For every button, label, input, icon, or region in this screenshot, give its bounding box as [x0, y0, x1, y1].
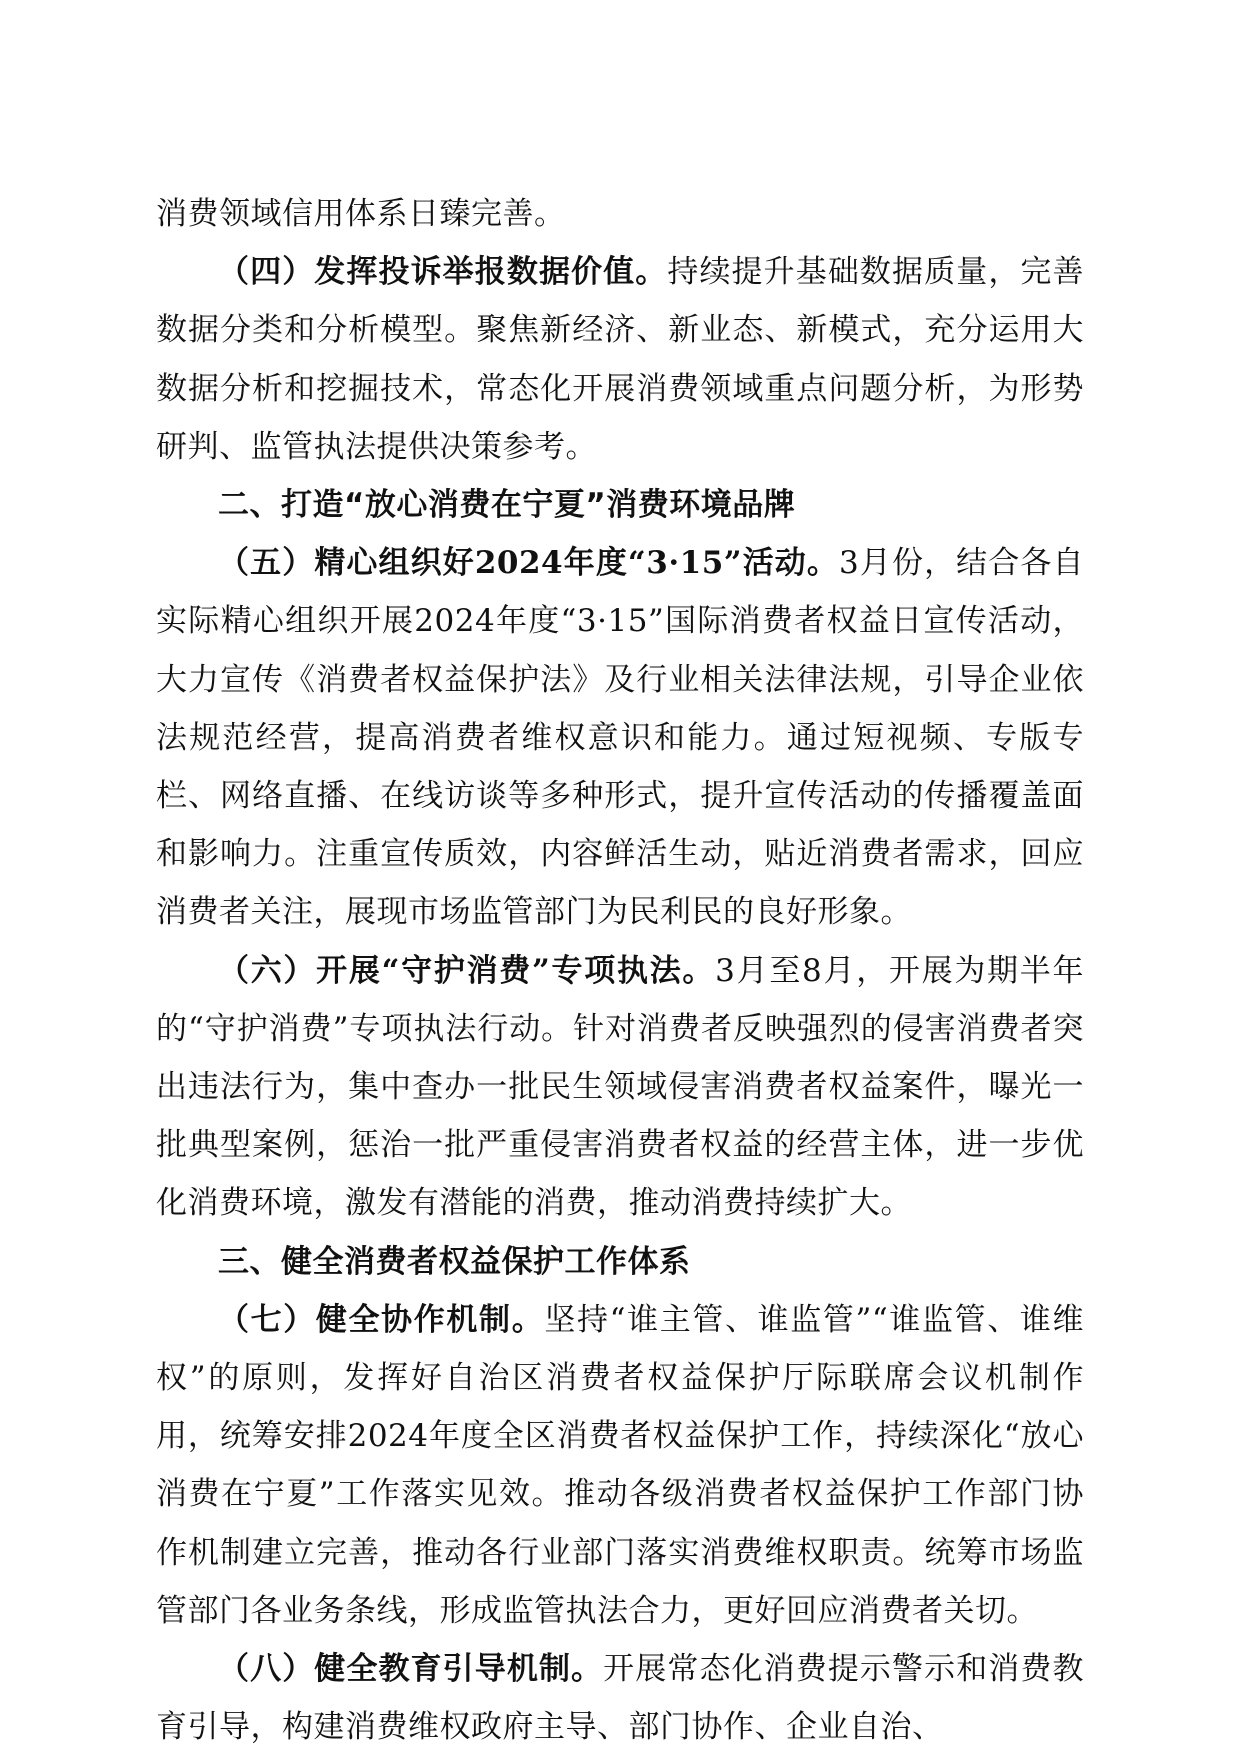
paragraph-item-5 — [156, 534, 1084, 941]
document-body — [156, 185, 1084, 1754]
section-heading-2: 二、打造“放心消费在宁夏”消费环境品牌 — [218, 487, 796, 524]
paragraph-lead: （八）健全教育引导机制。 — [218, 1651, 604, 1688]
paragraph-text: 消费领域信用体系日臻完善。 — [156, 196, 566, 232]
paragraph-lead: （七）健全协作机制。 — [218, 1301, 545, 1338]
paragraph-text: 3月至8月，开展为期半年的“守护消费”专项执法行动。针对消费者反映强烈的侵害消费者突出违法行为，集中查办一批民生领域侵害消费者权益案件，曝光一批典型案例，惩治一批严重侵害消费者权益的经营主体，进一步优化消费环境，激发有潜能的消费，推动消费持续扩大。 — [156, 952, 1084, 1222]
paragraph-text: 开展常态化消费提示警示和消费教育引导，构建消费维权政府主导、部门协作、企业自治、 — [156, 1651, 1085, 1746]
paragraph-lead: （五）精心组织好2024年度“3·15”活动。 — [218, 545, 840, 582]
paragraph-item-4 — [156, 243, 1084, 476]
paragraph-item-6 — [156, 942, 1084, 1233]
paragraph-item-8 — [156, 1640, 1084, 1754]
section-heading-3: 三、健全消费者权益保护工作体系 — [218, 1243, 691, 1280]
paragraph-item-7 — [156, 1291, 1084, 1640]
paragraph-text: 坚持“谁主管、谁监管”“谁监管、谁维权”的原则，发挥好自治区消费者权益保护厅际联席会议机制作用，统筹安排2024年度全区消费者权益保护工作，持续深化“放心消费在宁夏”工作落实见效。推动各级消费者权益保护工作部门协作机制建立完善，推动各行业部门落实消费维权职责。统筹市场监管部门各业务条线，形成监管执法合力，更好回应消费者关切。 — [156, 1301, 1084, 1629]
paragraph-continued — [156, 185, 1084, 243]
paragraph-text: 持续提升基础数据质量，完善数据分类和分析模型。聚焦新经济、新业态、新模式，充分运用大数据分析和挖掘技术，常态化开展消费领域重点问题分析，为形势研判、监管执法提供决策参考。 — [156, 254, 1085, 465]
paragraph-lead: （四）发挥投诉举报数据价值。 — [218, 254, 668, 291]
paragraph-text: 3月份，结合各自实际精心组织开展2024年度“3·15”国际消费者权益日宣传活动，大力宣传《消费者权益保护法》及行业相关法律法规，引导企业依法规范经营，提高消费者维权意识和能力。通过短视频、专版专栏、网络直播、在线访谈等多种形式，提升宣传活动的传播覆盖面和影响力。注重宣传质效，内容鲜活生动，贴近消费者需求，回应消费者关注，展现市场监管部门为民利民的良好形象。 — [156, 545, 1084, 931]
paragraph-lead: （六）开展“守护消费”专项执法。 — [218, 952, 716, 989]
